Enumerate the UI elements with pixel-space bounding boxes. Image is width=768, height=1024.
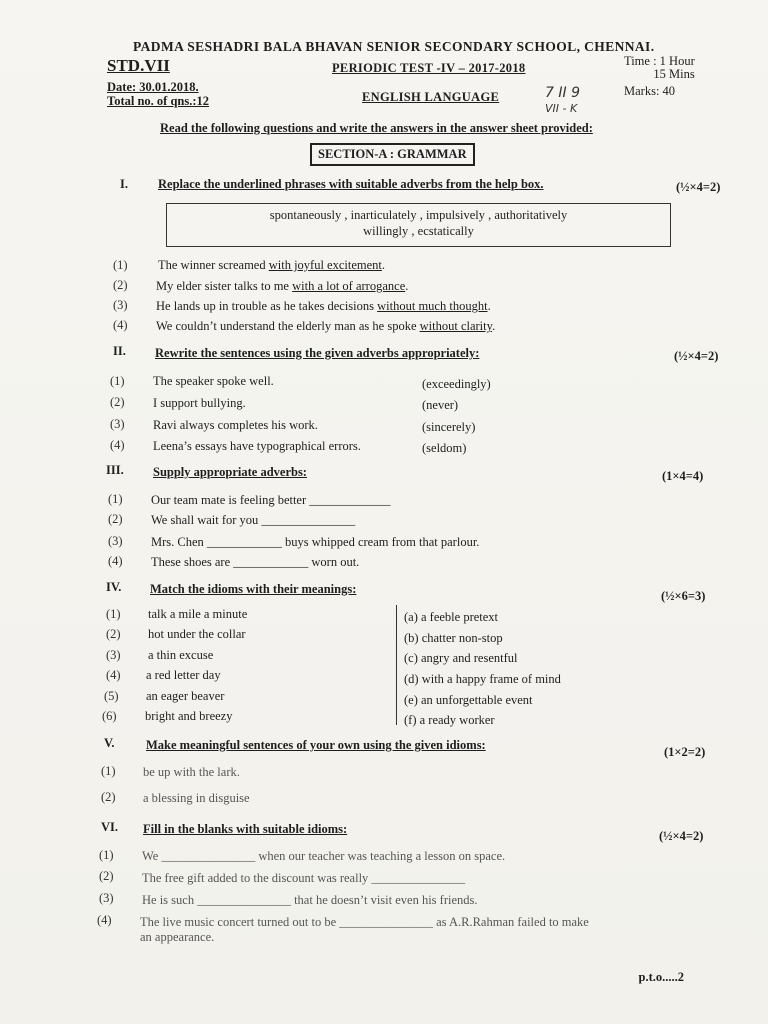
q3-item-text: These shoes are ____________ worn out. xyxy=(151,555,360,569)
section-heading: SECTION-A : GRAMMAR xyxy=(310,143,475,166)
q1-item-end: . xyxy=(405,279,409,293)
q6-item-line-1: The live music concert turned out to be _______________ as A.R.Rahman failed to make xyxy=(140,915,589,929)
q1-item-end: . xyxy=(492,319,496,333)
q2-item-adverb: (never) xyxy=(422,398,459,412)
test-title: PERIODIC TEST -IV – 2017-2018 xyxy=(332,61,526,75)
q4-idiom-num: (6) xyxy=(102,709,117,723)
q1-item xyxy=(156,299,491,314)
q5-number: V. xyxy=(104,736,115,750)
q4-meaning: (d) with a happy frame of mind xyxy=(404,672,561,686)
q1-item-end: . xyxy=(487,299,491,313)
q4-idiom-num: (3) xyxy=(106,648,121,662)
q3-item-num: (3) xyxy=(108,534,123,548)
q6-item-num: (1) xyxy=(99,848,114,862)
time-info xyxy=(624,55,695,81)
q5-item-text: be up with the lark. xyxy=(143,765,240,779)
school-name: PADMA SESHADRI BALA BHAVAN SENIOR SECONDARY SCHOOL, CHENNAI. xyxy=(133,39,655,54)
q1-item-end: . xyxy=(381,258,386,272)
q3-number: III. xyxy=(106,463,124,477)
q2-item-text: Ravi always completes his work. xyxy=(153,418,318,432)
q1-item xyxy=(156,279,408,294)
q6-item-num: (4) xyxy=(97,913,112,927)
q2-title: Rewrite the sentences using the given adverbs appropriately: xyxy=(155,346,480,360)
q6-item-text: The free gift added to the discount was really _______________ xyxy=(142,871,466,885)
time-line-1: Time : 1 Hour xyxy=(624,54,695,68)
q4-meaning: (b) chatter non-stop xyxy=(404,631,503,645)
q1-marks: (½×4=2) xyxy=(676,180,721,194)
q4-title: Match the idioms with their meanings: xyxy=(150,582,357,596)
q3-item-text: Our team mate is feeling better _____________ xyxy=(151,493,391,507)
q2-item-text: Leena’s essays have typographical errors. xyxy=(153,439,361,453)
q4-number: IV. xyxy=(106,580,122,594)
q1-item-text: The winner screamed xyxy=(158,258,269,272)
q3-marks: (1×4=4) xyxy=(662,469,704,483)
q6-item-text: We _______________ when our teacher was teaching a lesson on space. xyxy=(142,849,506,863)
q4-idiom: talk a mile a minute xyxy=(148,607,248,621)
q4-meaning: (c) angry and resentful xyxy=(404,651,518,665)
q3-item-num: (4) xyxy=(108,554,123,568)
q2-marks: (½×4=2) xyxy=(674,349,719,363)
q1-item-text: We couldn’t understand the elderly man as he spoke xyxy=(156,319,420,333)
q1-item xyxy=(156,319,495,334)
q4-idiom: hot under the collar xyxy=(148,627,246,641)
q3-title: Supply appropriate adverbs: xyxy=(153,465,307,479)
q3-item-text: Mrs. Chen ____________ buys whipped cream from that parlour. xyxy=(151,535,480,549)
q2-item-num: (1) xyxy=(110,374,125,388)
q5-title: Make meaningful sentences of your own using the given idioms: xyxy=(146,738,486,752)
q6-title: Fill in the blanks with suitable idioms: xyxy=(143,822,348,836)
q6-item-line-2: an appearance. xyxy=(140,930,215,944)
q6-item-text xyxy=(140,915,589,945)
date-block xyxy=(107,80,209,108)
q2-item-num: (4) xyxy=(110,438,125,452)
q2-item-text: I support bullying. xyxy=(153,396,246,410)
help-box xyxy=(166,203,671,247)
q1-item-text: My elder sister talks to me xyxy=(156,279,293,293)
q1-item-underlined: with joyful excitement xyxy=(268,258,382,272)
q1-item-num: (3) xyxy=(113,298,128,312)
q1-item-underlined: without clarity xyxy=(419,319,493,333)
q1-item-text: He lands up in trouble as he takes decisions xyxy=(156,299,378,313)
q6-item-num: (2) xyxy=(99,869,114,883)
q4-idiom: bright and breezy xyxy=(145,709,233,723)
q6-item-num: (3) xyxy=(99,891,114,905)
q2-item-num: (2) xyxy=(110,395,125,409)
handwritten-line-1: 7 II 9 xyxy=(545,85,580,101)
q3-item-text: We shall wait for you _______________ xyxy=(151,513,356,527)
handwritten-line-2: VII - K xyxy=(545,102,578,115)
q4-idiom-num: (1) xyxy=(106,607,121,621)
q1-item-num: (2) xyxy=(113,278,128,292)
q1-item-num: (1) xyxy=(113,258,128,272)
q4-idiom: an eager beaver xyxy=(146,689,225,703)
exam-date: Date: 30.01.2018. xyxy=(107,80,199,94)
marks-info: Marks: 40 xyxy=(624,84,676,98)
q3-item-num: (1) xyxy=(108,492,123,506)
help-line-2: willingly , ecstatically xyxy=(363,224,474,238)
subject-title: ENGLISH LANGUAGE xyxy=(362,90,500,104)
handwritten-note xyxy=(545,86,580,116)
q2-item-adverb: (sincerely) xyxy=(422,420,476,434)
q4-meaning: (e) an unforgettable event xyxy=(404,693,533,707)
match-divider xyxy=(396,605,397,725)
q2-item-adverb: (seldom) xyxy=(422,441,467,455)
q2-item-text: The speaker spoke well. xyxy=(153,374,274,388)
q1-number: I. xyxy=(120,177,128,191)
q5-item-num: (1) xyxy=(101,764,116,778)
q1-item-underlined: without much thought xyxy=(377,299,488,313)
q2-item-num: (3) xyxy=(110,417,125,431)
instruction: Read the following questions and write the answers in the answer sheet provided: xyxy=(160,121,593,135)
q5-item-num: (2) xyxy=(101,790,116,804)
q6-item-text: He is such _______________ that he doesn’t visit even his friends. xyxy=(142,893,478,907)
class-label: STD.VII xyxy=(107,56,170,75)
q5-marks: (1×2=2) xyxy=(664,745,706,759)
q3-item-num: (2) xyxy=(108,512,123,526)
q4-idiom: a thin excuse xyxy=(148,648,214,662)
total-questions: Total no. of qns.:12 xyxy=(107,94,209,108)
q6-marks: (½×4=2) xyxy=(659,829,704,843)
q4-marks: (½×6=3) xyxy=(661,589,706,603)
q5-item-text: a blessing in disguise xyxy=(143,791,250,805)
q4-idiom: a red letter day xyxy=(146,668,221,682)
time-line-2: 15 Mins xyxy=(653,67,695,81)
q4-idiom-num: (5) xyxy=(104,689,119,703)
q1-item xyxy=(158,258,385,273)
page-turn-note: p.t.o.....2 xyxy=(638,970,684,984)
q1-title: Replace the underlined phrases with suitable adverbs from the help box. xyxy=(158,177,544,191)
q4-meaning: (f) a ready worker xyxy=(404,713,495,727)
q4-meaning: (a) a feeble pretext xyxy=(404,610,499,624)
q1-item-num: (4) xyxy=(113,318,128,332)
help-line-1: spontaneously , inarticulately , impulsively , authoritatively xyxy=(269,208,568,222)
q2-number: II. xyxy=(113,344,126,358)
q6-number: VI. xyxy=(101,820,119,834)
q2-item-adverb: (exceedingly) xyxy=(422,377,491,391)
q1-item-underlined: with a lot of arrogance xyxy=(292,279,406,293)
q4-idiom-num: (2) xyxy=(106,627,121,641)
q4-idiom-num: (4) xyxy=(106,668,121,682)
